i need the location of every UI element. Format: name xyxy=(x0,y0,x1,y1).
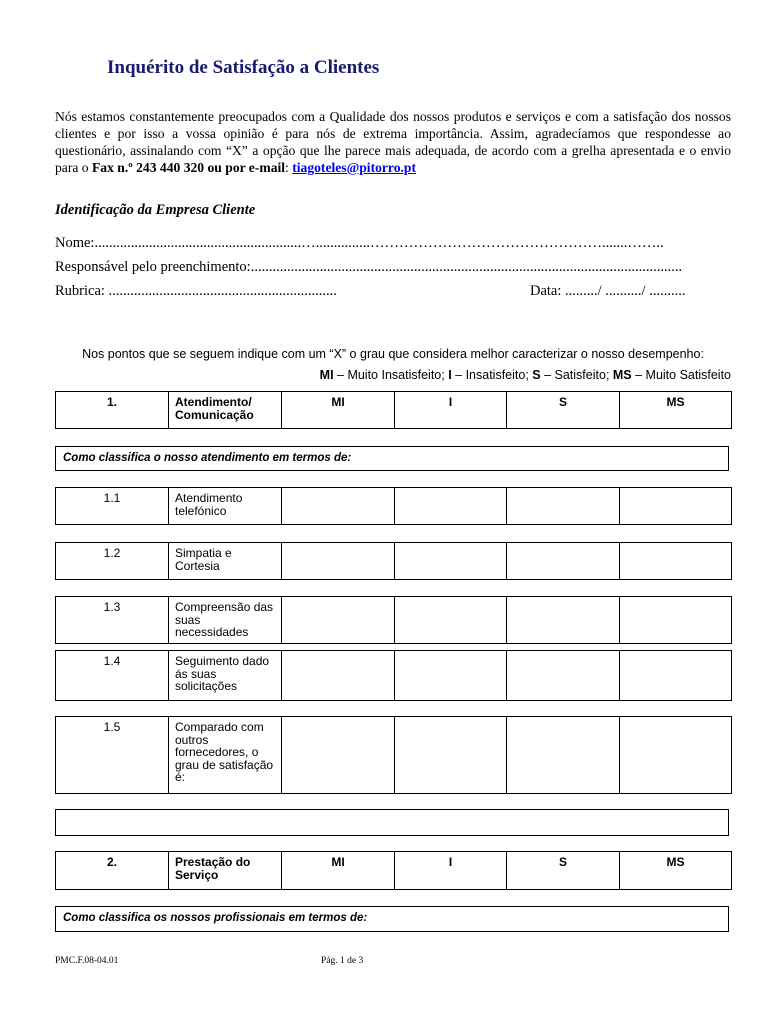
intro-paragraph xyxy=(55,108,731,176)
legend-s: S xyxy=(532,368,541,382)
data-field[interactable]: Data: ........./ ........../ .......... xyxy=(530,283,686,299)
legend-s-text: – Satisfeito; xyxy=(540,368,613,382)
document-code: PMC.F.08-04.01 xyxy=(55,956,119,966)
section1-question: Como classifica o nosso atendimento em termos de: xyxy=(55,446,729,471)
checkbox-s[interactable] xyxy=(507,597,620,644)
comments-box[interactable] xyxy=(55,809,729,836)
item-number: 1.2 xyxy=(56,543,169,580)
fax-email-label: Fax n.º 243 440 320 ou por e-mail xyxy=(92,160,286,175)
scale-mi-header: MI xyxy=(282,392,395,429)
checkbox-i[interactable] xyxy=(395,651,507,701)
checkbox-mi[interactable] xyxy=(282,717,395,794)
checkbox-ms[interactable] xyxy=(620,597,732,644)
section2-title: Prestação do Serviço xyxy=(169,852,282,890)
item-label: Compreensão das suas necessidades xyxy=(169,597,282,644)
item-number: 1.4 xyxy=(56,651,169,701)
section2-question: Como classifica os nossos profissionais em termos de: xyxy=(55,906,729,932)
rubrica-field[interactable]: Rubrica: ............................................................... xyxy=(55,283,337,299)
section1-title: Atendimento/ Comunicação xyxy=(169,392,282,429)
checkbox-mi[interactable] xyxy=(282,488,395,525)
checkbox-ms[interactable] xyxy=(620,543,732,580)
checkbox-ms[interactable] xyxy=(620,717,732,794)
instructions-text: Nos pontos que se seguem indique com um “X” o grau que considera melhor caracterizar o nosso desempenho: xyxy=(82,347,704,361)
item-row-1-5 xyxy=(55,716,732,794)
page-number: Pág. 1 de 3 xyxy=(321,956,364,966)
legend-ms-text: – Muito Satisfeito xyxy=(631,368,731,382)
checkbox-ms[interactable] xyxy=(620,651,732,701)
scale-s-header: S xyxy=(507,852,620,890)
item-row-1-1 xyxy=(55,487,732,525)
checkbox-s[interactable] xyxy=(507,717,620,794)
section2-header-table xyxy=(55,851,732,890)
checkbox-i[interactable] xyxy=(395,488,507,525)
item-row-1-3 xyxy=(55,596,732,644)
item-label: Atendimento telefónico xyxy=(169,488,282,525)
checkbox-i[interactable] xyxy=(395,597,507,644)
scale-legend xyxy=(320,368,731,382)
item-label: Seguimento dado ás suas solicitações xyxy=(169,651,282,701)
nome-field[interactable]: Nome:.........................................................…...............………………………………………….......…….. xyxy=(55,235,664,251)
scale-ms-header: MS xyxy=(620,852,732,890)
section2-number: 2. xyxy=(56,852,169,890)
checkbox-i[interactable] xyxy=(395,717,507,794)
item-number: 1.5 xyxy=(56,717,169,794)
page-title: Inquérito de Satisfação a Clientes xyxy=(107,57,380,78)
item-row-1-2 xyxy=(55,542,732,580)
intro-text: Nós estamos constantemente preocupados com a Qualidade dos nossos produtos e serviços e com a satisfação dos nossos clientes e por isso a vossa opinião é para nós de extrema importância. Assim, agradecíamos que respondesse ao questionário, assinalando com “X” a opção que lhe parece mais adequada, de acordo com a grelha apresentada e o envio para o xyxy=(55,109,731,175)
item-row-1-4 xyxy=(55,650,732,701)
checkbox-i[interactable] xyxy=(395,543,507,580)
scale-s-header: S xyxy=(507,392,620,429)
item-label: Simpatia e Cortesia xyxy=(169,543,282,580)
legend-mi-text: – Muito Insatisfeito; xyxy=(333,368,449,382)
checkbox-mi[interactable] xyxy=(282,543,395,580)
checkbox-s[interactable] xyxy=(507,543,620,580)
scale-i-header: I xyxy=(395,392,507,429)
identification-heading: Identificação da Empresa Cliente xyxy=(55,202,256,218)
legend-mi: MI xyxy=(319,368,334,382)
item-label: Comparado com outros fornecedores, o grau de satisfação é: xyxy=(169,717,282,794)
responsavel-field[interactable]: Responsável pelo preenchimento:....................................................................................................................... xyxy=(55,259,683,275)
scale-mi-header: MI xyxy=(282,852,395,890)
checkbox-mi[interactable] xyxy=(282,597,395,644)
checkbox-s[interactable] xyxy=(507,488,620,525)
intro-colon: : xyxy=(285,160,293,175)
legend-i-text: – Insatisfeito; xyxy=(451,368,533,382)
email-link[interactable]: tiagoteles@pitorro.pt xyxy=(292,160,416,175)
item-number: 1.1 xyxy=(56,488,169,525)
checkbox-mi[interactable] xyxy=(282,651,395,701)
section1-number: 1. xyxy=(56,392,169,429)
legend-ms: MS xyxy=(612,368,632,382)
scale-ms-header: MS xyxy=(620,392,732,429)
checkbox-ms[interactable] xyxy=(620,488,732,525)
checkbox-s[interactable] xyxy=(507,651,620,701)
item-number: 1.3 xyxy=(56,597,169,644)
legend-i: I xyxy=(448,368,452,382)
scale-i-header: I xyxy=(395,852,507,890)
section1-header-table xyxy=(55,391,732,429)
